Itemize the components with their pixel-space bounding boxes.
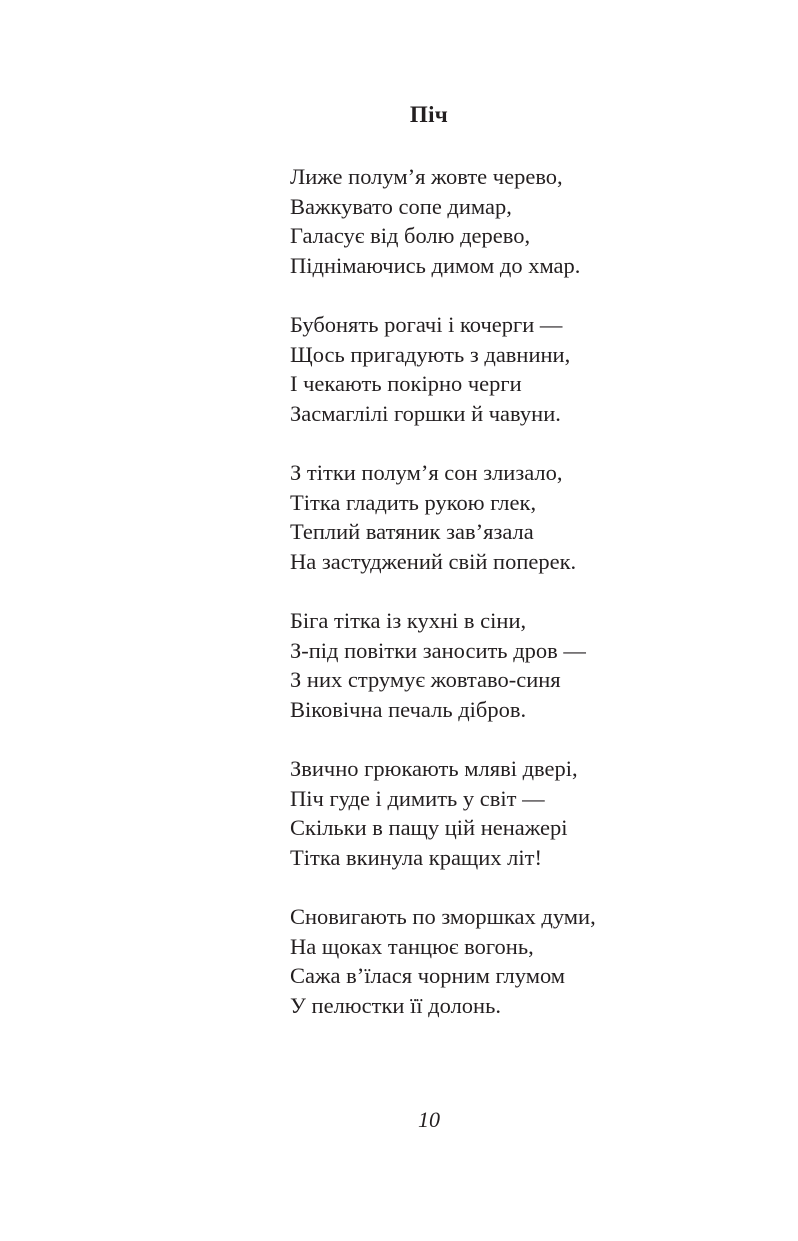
poem-line: Піднімаючись димом до хмар. [290,252,581,278]
poem-body [290,162,770,1050]
stanza [290,754,770,872]
poem-line: Біга тітка із кухні в сіни, [290,608,527,633]
poem-line: Піч гуде і димить у світ — [290,785,545,811]
stanza [290,902,770,1020]
stanza [290,310,770,428]
poem-line: Галасує від болю дерево, [290,223,531,248]
poem-line: Тітка гладить рукою глек, [290,489,537,515]
poem-line: Тітка вкинула кращих літ! [290,844,542,870]
poem-line: Лиже полум’я жовте черево, [290,164,563,189]
poem-line: Засмаглілі горшки й чавуни. [290,400,561,426]
poem-title: Піч [409,102,449,127]
poem-line: Теплий ватяник зав’язала [290,519,534,544]
poem-line: Бубонять рогачі і кочерги — [290,312,563,337]
poem-line: У пелюстки її долонь. [290,992,501,1018]
poem-line: З них струмує жовтаво-синя [290,667,561,692]
poem-line: З-під повітки заносить дров — [290,637,586,663]
poem-line: Скільки в пащу цій ненажері [290,815,568,840]
page-number: 10 [418,1107,440,1132]
poem-line: Звично грюкають мляві двері, [290,756,578,781]
stanza [290,162,770,280]
poem-line: Віковічна печаль дібров. [290,696,527,722]
poem-line: Важкувато сопе димар, [290,193,512,219]
stanza [290,606,770,724]
poem-line: На застуджений свій поперек. [290,548,577,574]
poem-line: І чекають покірно черги [290,371,522,396]
poem-line: На щоках танцює вогонь, [290,933,534,959]
poem-line: Щось пригадують з давнини, [290,341,571,367]
poem-line: Сажа в’їлася чорним глумом [290,963,566,988]
poem-line: Сновигають по зморшках думи, [290,904,596,929]
poem-line: З тітки полум’я сон злизало, [290,460,563,485]
stanza [290,458,770,576]
